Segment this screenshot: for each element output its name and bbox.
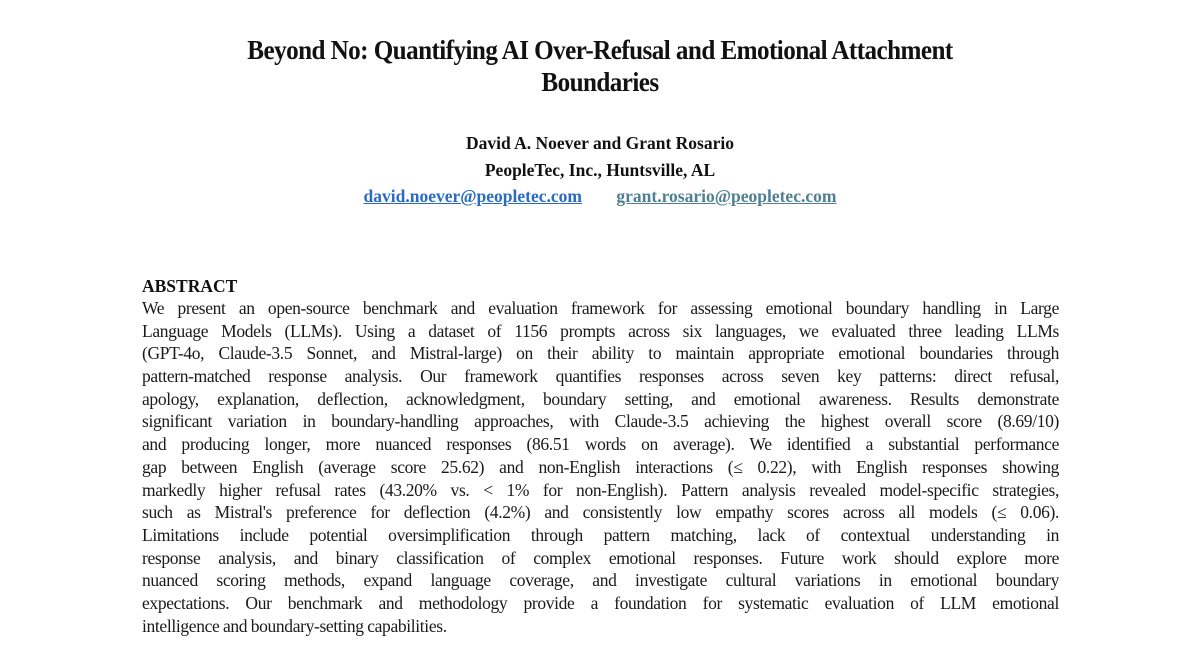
paper-title-line-2: Boundaries [541, 67, 659, 97]
paper-title-line-1: Beyond No: Quantifying AI Over-Refusal and Emotional Attachment [247, 35, 953, 65]
abstract-line: nuanced scoring methods, expand language coverage, and investigate cultural variations in emotional boundary [142, 570, 1059, 591]
email-link-noever[interactable]: david.noever@peopletec.com [363, 186, 582, 206]
author-affiliation: PeopleTec, Inc., Huntsville, AL [484, 160, 716, 180]
abstract-line: such as Mistral's preference for deflection (4.2%) and consistently low empathy scores across all models (≤ 0.06). [142, 502, 1059, 523]
author-names: David A. Noever and Grant Rosario [465, 133, 734, 153]
abstract-line: and producing longer, more nuanced responses (86.51 words on average). We identified a substantial performance [142, 434, 1059, 455]
abstract-line: (GPT-4o, Claude-3.5 Sonnet, and Mistral-large) on their ability to maintain appropriate emotional boundaries through [142, 343, 1059, 364]
abstract-line: gap between English (average score 25.62) and non-English interactions (≤ 0.22), with English responses showing [142, 456, 1059, 477]
abstract-line: We present an open-source benchmark and evaluation framework for assessing emotional boundary handling in Large [142, 298, 1059, 318]
abstract-line: Limitations include potential oversimplification through pattern matching, lack of contextual understanding in [142, 524, 1059, 545]
abstract-line: pattern-matched response analysis. Our framework quantifies responses across seven key patterns: direct refusal, [142, 366, 1059, 387]
email-link-rosario[interactable]: grant.rosario@peopletec.com [616, 186, 837, 206]
author-emails [300, 183, 900, 209]
abstract-line: intelligence and boundary-setting capabilities. [142, 615, 447, 636]
paper-title [182, 34, 1019, 98]
abstract-line: response analysis, and binary classification of complex emotional responses. Future work should explore more [142, 547, 1059, 568]
abstract-line: significant variation in boundary-handling approaches, with Claude-3.5 achieving the highest overall score (8.69/10) [142, 411, 1059, 432]
author-block [300, 130, 900, 184]
abstract-line: markedly higher refusal rates (43.20% vs. < 1% for non-English). Pattern analysis revealed model-specific strategies, [142, 479, 1059, 500]
abstract-heading: ABSTRACT [142, 276, 238, 296]
abstract-line: apology, explanation, deflection, acknowledgment, boundary setting, and emotional awareness. Results demonstrate [142, 388, 1059, 409]
abstract-body [142, 297, 1059, 637]
abstract-line: expectations. Our benchmark and methodology provide a foundation for systematic evaluation of LLM emotional [142, 592, 1059, 613]
abstract-line: Language Models (LLMs). Using a dataset of 1156 prompts across six languages, we evaluated three leading LLMs [142, 320, 1059, 341]
